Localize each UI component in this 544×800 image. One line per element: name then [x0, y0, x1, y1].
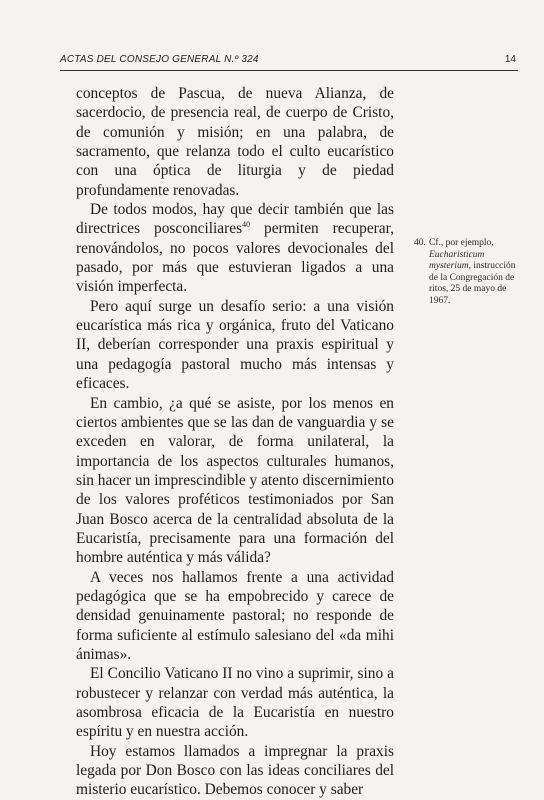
journal-title: ACTAS DEL CONSEJO GENERAL N.º 324 — [60, 54, 259, 65]
paragraph: Hoy estamos llamados a impregnar la praxis legada por Don Bosco con las ideas conciliares del misterio eucarístico. Debemos conocer y saber — [76, 742, 394, 799]
main-text — [76, 84, 394, 800]
footnote-cited-work: Eucharisticum mysterium, — [429, 249, 485, 272]
paragraph-text: De todos modos, hay que decir también que las directrices posconciliares — [76, 201, 394, 238]
footnote-reference: 40 — [242, 220, 251, 230]
margin-footnote — [414, 238, 524, 308]
paragraph: A veces nos hallamos frente a una actividad pedagógica que se ha empobrecido y carece de densidad genuinamente pastoral; no responde de forma suficiente al estímulo salesiano del «da mihi ánimas». — [76, 568, 394, 663]
paragraph: En cambio, ¿a qué se asiste, por los menos en ciertos ambientes que se las dan de vanguardia y se exceden en valorar, de forma unilateral, la importancia de los aspectos culturales humanos, sin hacer un imprescindible y atento discernimiento de los valores proféticos testimoniados por San Juan Bosco acerca de la centralidad absoluta de la Eucaristía, precisamente para una formación del hombre auténtica y más válida? — [76, 394, 394, 567]
footnote-number: 40. — [414, 238, 426, 248]
paragraph: Pero aquí surge un desafío serio: a una visión eucarística más rica y orgánica, fruto del Vaticano II, deberían corresponder una praxis espiritual y una pedagogía pastoral mucho más intensas y eficaces. — [76, 297, 394, 393]
running-header — [60, 52, 518, 71]
paragraph — [76, 200, 394, 297]
footnote-rest: instrucción de la Congregación de ritos, 25 de mayo de 1967. — [429, 261, 516, 306]
page-number: 14 — [504, 54, 516, 65]
footnote-text — [429, 238, 524, 308]
paragraph: conceptos de Pascua, de nueva Alianza, de sacerdocio, de presencia real, de cuerpo de Cristo, de comunión y misión; en una palabra, de sacramento, que relanza todo el culto eucarístico con una óptica de liturgia y de piedad profundamente renovadas. — [76, 85, 394, 199]
paragraph: El Concilio Vaticano II no vino a suprimir, sino a robustecer y relanzar con verdad más auténtica, la asombrosa eficacia de la Eucaristía en nuestro espíritu y en nuestra acción. — [76, 665, 394, 741]
paragraph-text: permiten recuperar, renovándolos, no pocos valores devocionales del pasado, por más que estuvieran ligados a una visión imperfecta. — [76, 220, 394, 296]
footnote-lead: Cf., por ejemplo, — [429, 238, 494, 248]
